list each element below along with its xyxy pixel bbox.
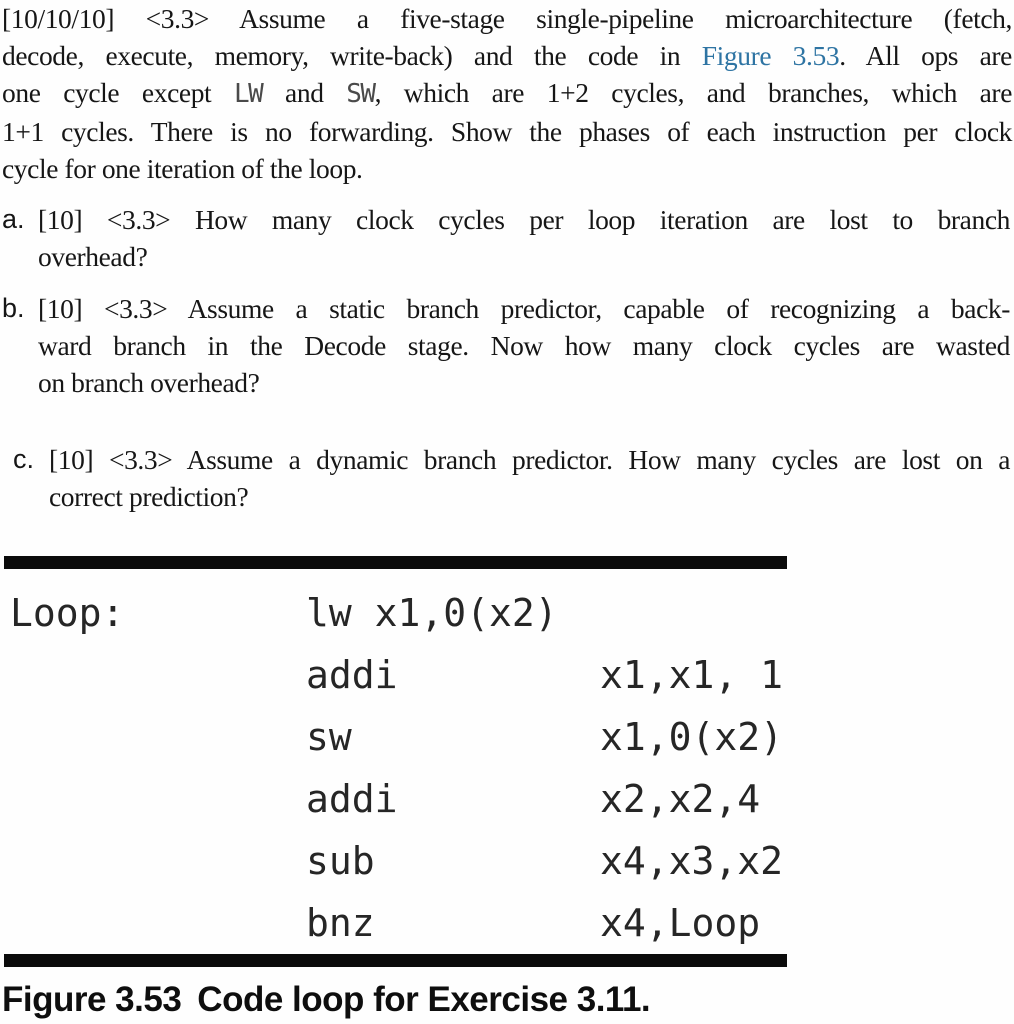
inline-code-mnemonic: SW <box>346 79 375 109</box>
part-text-line: [10] <3.3> Assume a dynamic branch predictor. How many cycles are lost on a <box>49 444 1010 475</box>
code-row <box>4 644 787 706</box>
intro-line <box>2 74 1012 113</box>
part-b <box>2 290 1010 401</box>
code-opcode: sw <box>306 715 352 759</box>
figure-3-53-link[interactable]: Figure 3.53 <box>701 40 840 71</box>
part-text-line: [10] <3.3> How many clock cycles per loop iteration are lost to branch <box>38 204 1010 235</box>
part-a <box>2 201 1010 275</box>
code-opcode: bnz <box>306 901 375 945</box>
part-a-text <box>38 201 1010 275</box>
part-a-label: a. <box>2 204 25 234</box>
code-opcode: lw x1,0(x2) <box>306 591 558 635</box>
code-listing <box>4 582 787 954</box>
intro-line <box>2 150 1012 187</box>
code-loop-label: Loop: <box>10 591 125 635</box>
intro-text-segment: 1+1 cycles. There is no forwarding. Show the phases of each instruction per clock <box>2 116 1012 147</box>
code-row <box>4 582 787 644</box>
code-row <box>4 706 787 768</box>
figure-3-53 <box>4 556 787 967</box>
part-text-line: [10] <3.3> Assume a static branch predictor, capable of recognizing a back- <box>38 293 1010 324</box>
part-text-line: overhead? <box>38 241 148 272</box>
intro-text-segment: . All ops are <box>839 40 1012 71</box>
figure-caption-text: Code loop for Exercise 3.11. <box>197 980 651 1019</box>
code-row <box>4 830 787 892</box>
problem-statement <box>2 0 1012 187</box>
intro-line <box>2 0 1012 37</box>
code-operands: x1,0(x2) <box>600 715 784 759</box>
intro-text-segment: one cycle except <box>2 77 235 108</box>
figure-bottom-rule <box>4 954 787 967</box>
figure-caption-number: Figure 3.53 <box>2 980 182 1019</box>
part-c <box>13 441 1010 515</box>
code-opcode: addi <box>306 777 398 821</box>
code-opcode: sub <box>306 839 375 883</box>
part-text-line: correct prediction? <box>49 481 249 512</box>
intro-line <box>2 37 1012 74</box>
code-opcode: addi <box>306 653 398 697</box>
part-c-label: c. <box>13 444 35 474</box>
code-row <box>4 768 787 830</box>
figure-caption <box>2 981 1012 1019</box>
part-text-line: on branch overhead? <box>38 367 260 398</box>
code-operands: x1,x1, 1 <box>600 653 784 697</box>
code-row <box>4 892 787 954</box>
intro-text-segment: , which are 1+2 cycles, and branches, which are <box>374 77 1012 108</box>
inline-code-mnemonic: LW <box>234 79 263 109</box>
figure-top-rule <box>4 556 787 569</box>
intro-text-segment: decode, execute, memory, write-back) and the code in <box>2 40 702 71</box>
part-b-text <box>38 290 1010 401</box>
intro-line <box>2 113 1012 150</box>
part-text-line: ward branch in the Decode stage. Now how many clock cycles are wasted <box>38 330 1010 361</box>
code-operands: x2,x2,4 <box>600 777 761 821</box>
code-operands: x4,x3,x2 <box>600 839 784 883</box>
intro-text-segment: cycle for one iteration of the loop. <box>2 153 363 184</box>
part-c-text <box>49 441 1010 515</box>
intro-text-segment: and <box>262 77 347 108</box>
intro-text-segment: [10/10/10] <3.3> Assume a five-stage single-pipeline microarchitecture (fetch, <box>2 3 1012 34</box>
code-operands: x4,Loop <box>600 901 761 945</box>
part-b-label: b. <box>2 293 25 323</box>
